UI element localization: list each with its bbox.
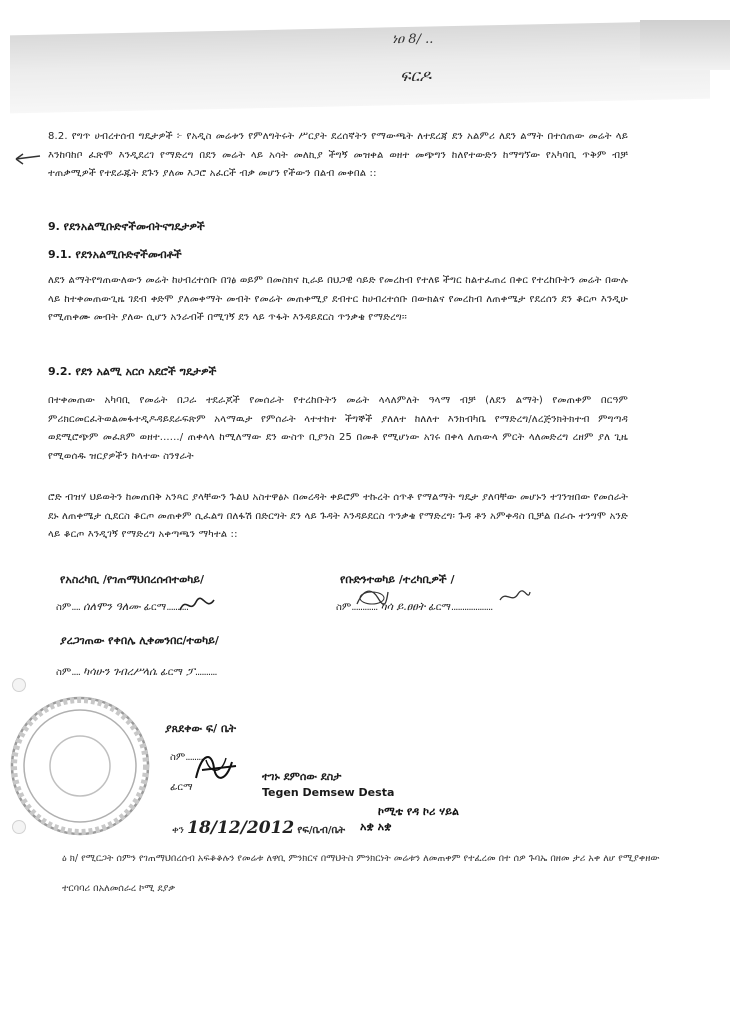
witness-sign: ፓ (186, 665, 195, 678)
margin-arrow-icon (14, 150, 44, 166)
receiver-party-label: የቡድንተወካይ /ተረካቢዎች / (340, 573, 455, 586)
approver-signature-icon (192, 748, 242, 788)
name-prefix: ስም (170, 752, 186, 763)
handover-name: ሰለሞን ዓለሙ (83, 600, 141, 613)
section-9-2-heading: 9.2. የደን አልሚ አርሶ አደሮች ግዴታዎች (48, 365, 217, 378)
approver-typed-name: ተገኑ ደምሰው ደስታ (262, 770, 342, 783)
handwritten-note: ፍርዶ (400, 66, 432, 85)
sign-prefix: ፊርማ (143, 602, 167, 613)
witness-label: ያረጋገጠው የቀበሌ ሊቀመንበር/ተወካይ/ (60, 634, 219, 647)
scan-fold-shadow (10, 21, 710, 114)
approver-title-b: አቋ አቋ (360, 820, 392, 833)
approver-latin-name: Tegen Demsew Desta (262, 786, 395, 799)
name-prefix: ስም (56, 602, 72, 613)
section-9-heading: 9. የደንአልሚቡድኖችመብትናግዴታዎች (48, 220, 205, 233)
top-scribble: ነዐ 8/ .. (392, 32, 434, 47)
handover-signature-icon (178, 594, 218, 616)
handover-signature-line: ስም.... ሰለሞን ዓለሙ ፊርማ.......... (56, 600, 189, 613)
approver-date-line (172, 818, 345, 838)
sign-prefix: ፊርማ (170, 782, 193, 793)
footer-note-line-1: ዕ ክ/ የሚርጋት ሰምን የገጠማህበረሰብ አፍቆቆሉን የመሬቱ ለዋቢ ምንክርና በማህትስ ምንክርነት መሬቱን ለመጠቀም የተፈረመ በተ ሰዎ ጉባኤ በዘመ ታሪ አቀ ለሆ የሚያቀዘው (62, 853, 660, 864)
witness-name: ካሳሁን ገብረሥላሴ (83, 665, 158, 678)
receiver-signature-line: ስም............ ካሳ ይ.ፀፀት ፊርማ................... (336, 600, 493, 613)
date-prefix: ቀን (172, 825, 184, 836)
name-prefix: ስም (336, 602, 352, 613)
approver-title-a: ኮሚቴ የዳ ኮሪ ሃይል (378, 805, 459, 818)
approver-label: ያጸደቀው ፍ/ ቤት (165, 722, 236, 735)
scan-corner-shadow (640, 20, 730, 70)
name-prefix: ስም (56, 667, 72, 678)
approver-sign-line (170, 782, 193, 793)
section-9-2-text-continued: ሮድ ብዝሃ ህይወትን ከመጠበቅ አንጻር ያላቸውን ጉልህ አስተዋፅኦ በመረዳት ቀይሮም ተኩረት ሰጥቶ የማልማት ግዴታ ያለባቸው መሆኑን ተገንዝበው የመሰራት ደኑ ለጠቀሜታ ሲደርስ ቆርጦ መጠቀም ሲፈልግ በለፋሽ በድርግት ደን ላይ ጉዳት እንዳይደርስ ጥንቃቄ የማድረግ፡ ጉዳ ቶን አምቀዳስ ቢቻል በራሱ ተንግሞ አንድ ላይ ቆርጦ እንዲገኝ የማድረግ አቀጣጫን ማካተል :: (48, 492, 628, 540)
section-9-2-text: በተቀመጠው አካባቢ የመሬት በጋራ ተደራጆች የመሰራት የተረከቡትን መሬት ላላለምለት ዓላማ ብቻ (ለደን ልማት) የመጠቀም በርዓም ምሪክርመርፈትወልመፋተዲዶዳይደራፍጽም አላማዉታ የምሰራት ላተተከተ ችግኞች ያለለተ ከለለተ እንክብካቤ የማድረግ/ለረጅንክትክተብ ምግጣዳ ወደሚሮጭም መፈጸም ወዘተ....../ ጠቀላላ ከሚለማው ደን ውስጥ ቢያንስ 25 በመቶ የሚሆነው አገሩ በቀላ ለጠውላ ምርት ላለመድረግ ረዘም ያለ ጊዜ የሚወሰዱ ዝርያዎችን ከላተው ስንፃራት (48, 395, 628, 462)
section-9-1-heading: 9.1. የደንአልሚቡድኖችመብቶች (48, 248, 182, 261)
section-8-2-text: 8.2. የግጥ ሀብረተሰብ ግዴታዎች ፦ የአዲስ መሬቱን የምለግትሩት ሥርያት ደረሰኛትን የማውጫት ለተደረጃ ደን አልምሪ ለደን ልማት በተሰጠው መሬት ላይ እንከባከቦ ፈጽሞ እንዲደረገ የማድረግ በደን መሬት ላይ አሳት መለኪያ ችግኝ መዝቀል ወዘተ መጭግን ከለየተውድን ከማግኘው የአካባቢ ጥቅም ብቻ ተጠቃሚዎች የተደራጁት ደጉን ያለመ እጋሮ አፈርች ብቃ መሆን የችውን በልብ መቀበል :: (48, 131, 628, 179)
footer-note-line-2: ተርባባሪ በአለመሰራረ ኮሚ ደያቃ (62, 883, 176, 894)
sign-prefix: ፊርማ (428, 602, 451, 613)
witness-signature-line: ስም.... ካሳሁን ገብረሥላሴ ፊርማ ፓ.......... (56, 665, 217, 678)
receiver-signature-icon (354, 584, 390, 610)
receiver-signature-mark-icon (498, 586, 532, 608)
approver-stamp-text: የፍ/ቤብ/ቤት (297, 825, 346, 836)
sign-prefix: ፊርማ (160, 667, 183, 678)
approver-name-line: ስም........ (170, 752, 203, 763)
approver-date: 18/12/2012 (187, 818, 295, 838)
section-9-1-text: ለደን ልማትየግጠውለውን መሬት ከሀብረተሰቡ በገፅ ወይም በመስክና ኪራይ በህጋዊ ሳይድ የመረከብ የተለዩ ችግር ከልተፈጠረ በቀር የተረከቡትን መሬት በውሉ ላይ ከተቀመጠውጊዜ ገደብ ቀድሞ ያለመቀማት መብት የመሬት መጠቀሚያ ደብተር ከሀብረተሰቡ በውክልና የመረከብ ለጠቀሜታ የደረሰን ደን ቆርጦ እንዲሁ የሚጠቀሙ መብት ያለው ሲሆን አንራብች በሚገኝ ደን ላይ ጥፋት እንዳይደርስ ጥንቃቄ የማድረግ፡፡ (48, 275, 628, 323)
handover-party-label: የአስረካቢ /የገጠማህበረሰብተወካይ/ (60, 573, 205, 586)
receiver-name: ካሳ ይ.ፀፀት (380, 600, 426, 613)
round-seal-icon (8, 690, 158, 840)
